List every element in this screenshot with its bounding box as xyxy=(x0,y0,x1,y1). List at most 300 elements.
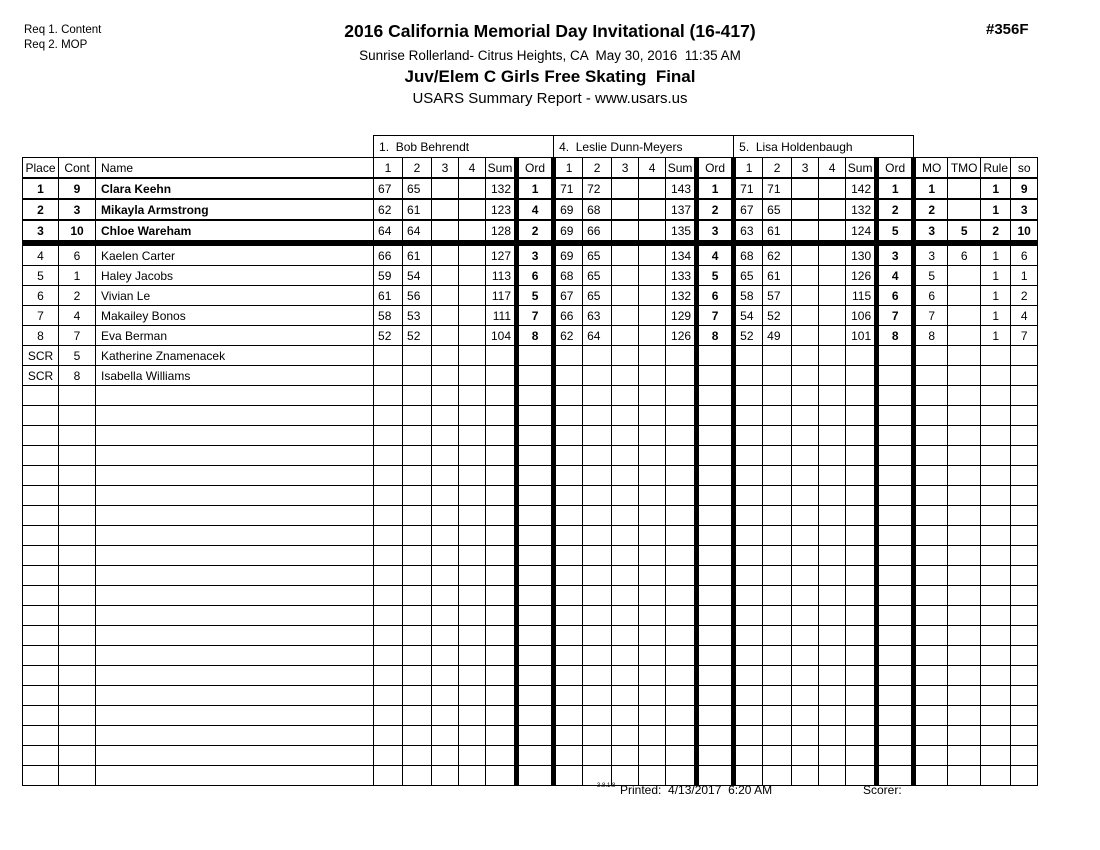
judge-1-score-cell xyxy=(432,486,459,506)
judge-1-ord-cell xyxy=(517,366,554,386)
judge-2-sum-cell xyxy=(666,366,697,386)
judge-3-score-cell xyxy=(734,586,763,606)
judge-1-sum-cell xyxy=(486,446,517,466)
so-cell xyxy=(1011,506,1038,526)
judge-3-score-cell xyxy=(792,726,819,746)
judge-2-ord-cell xyxy=(697,546,734,566)
judge-3-sum-cell xyxy=(846,526,877,546)
judge-1-score-cell xyxy=(459,646,486,666)
judge-1-score-cell xyxy=(459,606,486,626)
judge-2-score-cell xyxy=(639,486,666,506)
judge-2-ord-cell: 3 xyxy=(697,220,734,243)
so-cell: 10 xyxy=(1011,220,1038,243)
judge-3-score-cell xyxy=(734,526,763,546)
place-cell xyxy=(23,566,59,586)
empty-row xyxy=(23,526,1038,546)
rule-cell xyxy=(981,626,1011,646)
judge-3-score-cell xyxy=(819,746,846,766)
judge-2-ord-cell xyxy=(697,386,734,406)
judge-2-score-cell xyxy=(612,726,639,746)
judge-2-score-cell: 69 xyxy=(554,199,583,220)
judge-1-score-cell: 58 xyxy=(374,306,403,326)
judge-1-ord-cell xyxy=(517,746,554,766)
empty-row xyxy=(23,566,1038,586)
place-cell: 4 xyxy=(23,243,59,266)
judge-3-score-cell xyxy=(792,326,819,346)
judge-1-sum-cell xyxy=(486,586,517,606)
judge-2-score-cell: 68 xyxy=(583,199,612,220)
printed-timestamp: Printed: 4/13/2017 6:20 AM xyxy=(620,783,773,797)
judge-3-score-cell xyxy=(792,406,819,426)
judge-2-score-cell: 72 xyxy=(583,178,612,199)
name-cell xyxy=(96,526,374,546)
place-cell xyxy=(23,406,59,426)
judge-2-ord-cell xyxy=(697,446,734,466)
tmo-cell: 6 xyxy=(948,243,981,266)
rule-cell xyxy=(981,466,1011,486)
rule-cell: 1 xyxy=(981,306,1011,326)
place-cell xyxy=(23,466,59,486)
judge-3-sum-cell: 115 xyxy=(846,286,877,306)
name-cell: Eva Berman xyxy=(96,326,374,346)
judge-2-score-cell xyxy=(554,406,583,426)
judge-1-score-cell xyxy=(374,506,403,526)
judge-2-score-cell xyxy=(639,199,666,220)
empty-row xyxy=(23,726,1038,746)
judge-1-score-cell xyxy=(459,243,486,266)
judge-2-ord-cell xyxy=(697,586,734,606)
judge-3-score-cell xyxy=(792,286,819,306)
cont-cell: 5 xyxy=(59,346,96,366)
judge-3-score-cell xyxy=(819,486,846,506)
col-header-j3-1: 1 xyxy=(734,158,763,179)
col-header-j3-3: 3 xyxy=(792,158,819,179)
judge-2-score-cell xyxy=(612,178,639,199)
judge-1-ord-cell xyxy=(517,446,554,466)
judge-3-sum-cell xyxy=(846,346,877,366)
judge-3-score-cell xyxy=(734,466,763,486)
cont-cell: 8 xyxy=(59,366,96,386)
judge-3-score-cell xyxy=(734,546,763,566)
judge-1-score-cell xyxy=(432,286,459,306)
judge-1-ord-cell xyxy=(517,766,554,786)
judge-3-sum-cell: 132 xyxy=(846,199,877,220)
judge-3-score-cell xyxy=(763,506,792,526)
empty-row xyxy=(23,486,1038,506)
judge-2-score-cell xyxy=(612,243,639,266)
judge-3-score-cell: 58 xyxy=(734,286,763,306)
judge-1-score-cell xyxy=(374,346,403,366)
judge-1-ord-cell: 8 xyxy=(517,326,554,346)
judge-3-sum-cell xyxy=(846,406,877,426)
judge-2-score-cell xyxy=(583,566,612,586)
judge-1-score-cell xyxy=(432,426,459,446)
judge-3-score-cell xyxy=(763,566,792,586)
name-cell xyxy=(96,566,374,586)
judge-1-score-cell xyxy=(459,726,486,746)
result-row xyxy=(23,306,1038,326)
judge-3-ord-cell: 2 xyxy=(877,199,914,220)
judge-2-score-cell xyxy=(612,366,639,386)
name-cell: Clara Keehn xyxy=(96,178,374,199)
so-cell xyxy=(1011,746,1038,766)
judge-1-score-cell xyxy=(403,726,432,746)
judge-1-ord-cell: 3 xyxy=(517,243,554,266)
mo-cell xyxy=(914,726,948,746)
so-cell xyxy=(1011,446,1038,466)
rule-cell: 1 xyxy=(981,243,1011,266)
judge-1-ord-cell: 1 xyxy=(517,178,554,199)
so-cell: 2 xyxy=(1011,286,1038,306)
judge-2-sum-cell: 137 xyxy=(666,199,697,220)
judge-1-ord-cell xyxy=(517,586,554,606)
name-cell xyxy=(96,486,374,506)
judge-2-ord-cell xyxy=(697,646,734,666)
judges-row xyxy=(23,136,1038,158)
judge-2-score-cell xyxy=(583,346,612,366)
judge-3-ord-cell xyxy=(877,666,914,686)
rule-cell xyxy=(981,646,1011,666)
judge-3-score-cell xyxy=(819,199,846,220)
judge-2-sum-cell xyxy=(666,686,697,706)
tmo-cell xyxy=(948,766,981,786)
judge-3-score-cell xyxy=(819,626,846,646)
tmo-cell xyxy=(948,306,981,326)
place-cell: 8 xyxy=(23,326,59,346)
judge-1-ord-cell xyxy=(517,506,554,526)
judge-1-sum-cell: 113 xyxy=(486,266,517,286)
cont-cell xyxy=(59,766,96,786)
judge-1-score-cell xyxy=(459,266,486,286)
judge-1-score-cell xyxy=(459,306,486,326)
judge-3-score-cell xyxy=(763,666,792,686)
mo-cell: 1 xyxy=(914,178,948,199)
judge-3-score-cell xyxy=(734,606,763,626)
judge-2-score-cell: 65 xyxy=(583,243,612,266)
judge-3-ord-cell xyxy=(877,526,914,546)
judge-1-score-cell xyxy=(374,726,403,746)
tmo-cell xyxy=(948,486,981,506)
judge-1-score-cell xyxy=(403,566,432,586)
judge-2-score-cell: 62 xyxy=(554,326,583,346)
result-row xyxy=(23,220,1038,243)
judge-3-score-cell xyxy=(792,386,819,406)
judge-1-score-cell: 64 xyxy=(374,220,403,243)
name-cell: Kaelen Carter xyxy=(96,243,374,266)
judge-3-score-cell xyxy=(792,706,819,726)
judge-1-sum-cell xyxy=(486,766,517,786)
judge-1-score-cell xyxy=(459,506,486,526)
judge-3-ord-cell xyxy=(877,386,914,406)
cont-cell: 1 xyxy=(59,266,96,286)
judge-3-score-cell: 61 xyxy=(763,266,792,286)
judge-2-score-cell xyxy=(639,406,666,426)
rule-cell xyxy=(981,406,1011,426)
results-table xyxy=(22,135,1038,786)
judge-1-sum-cell xyxy=(486,346,517,366)
judge-2-score-cell xyxy=(639,446,666,466)
judge-3-score-cell: 68 xyxy=(734,243,763,266)
judge-1-score-cell xyxy=(432,626,459,646)
judge-1-ord-cell xyxy=(517,486,554,506)
judge-2-sum-cell xyxy=(666,386,697,406)
tmo-cell xyxy=(948,346,981,366)
mo-cell xyxy=(914,586,948,606)
sheet-number: #356F xyxy=(986,21,1029,38)
judge-2-score-cell xyxy=(554,426,583,446)
judge-3-ord-cell xyxy=(877,446,914,466)
cont-cell xyxy=(59,666,96,686)
judge-1-score-cell xyxy=(374,426,403,446)
mo-cell xyxy=(914,526,948,546)
col-header-j2-3: 3 xyxy=(612,158,639,179)
judge-3-sum-cell: 130 xyxy=(846,243,877,266)
result-row xyxy=(23,346,1038,366)
place-cell xyxy=(23,486,59,506)
judge-2-score-cell xyxy=(639,626,666,646)
place-cell xyxy=(23,506,59,526)
judge-1-score-cell: 61 xyxy=(403,199,432,220)
judge-2-score-cell xyxy=(639,686,666,706)
judge-1-ord-cell xyxy=(517,426,554,446)
judge-3-ord-cell: 4 xyxy=(877,266,914,286)
judge-1-sum-cell xyxy=(486,386,517,406)
judge-3-sum-cell xyxy=(846,686,877,706)
judge-1-score-cell xyxy=(432,178,459,199)
judge-2-score-cell: 69 xyxy=(554,243,583,266)
judge-1-sum-cell xyxy=(486,646,517,666)
judge-2-score-cell xyxy=(612,346,639,366)
mo-cell xyxy=(914,606,948,626)
judge-3-score-cell xyxy=(819,606,846,626)
empty-row xyxy=(23,606,1038,626)
judge-2-score-cell xyxy=(612,199,639,220)
judge-1-score-cell xyxy=(403,646,432,666)
judge-3-ord-cell xyxy=(877,346,914,366)
judge-3-score-cell xyxy=(819,706,846,726)
judge-2-score-cell xyxy=(583,706,612,726)
judge-1-sum-cell: 117 xyxy=(486,286,517,306)
judge-1-score-cell xyxy=(432,466,459,486)
col-header-rule: Rule xyxy=(981,158,1011,179)
judge-2-sum-cell xyxy=(666,726,697,746)
judge-2-score-cell xyxy=(639,506,666,526)
judge-1-score-cell xyxy=(432,726,459,746)
cont-cell xyxy=(59,566,96,586)
judge-3-score-cell xyxy=(792,546,819,566)
mo-cell: 6 xyxy=(914,286,948,306)
judge-3-score-cell xyxy=(792,426,819,446)
judge-1-score-cell xyxy=(374,466,403,486)
judge-3-ord-cell: 6 xyxy=(877,286,914,306)
judge-2-score-cell xyxy=(639,386,666,406)
judge-3-score-cell xyxy=(819,766,846,786)
place-cell xyxy=(23,766,59,786)
judge-3-score-cell xyxy=(763,366,792,386)
judge-3-score-cell xyxy=(819,326,846,346)
judge-2-score-cell xyxy=(639,726,666,746)
judge-1-score-cell xyxy=(432,326,459,346)
judge-1-score-cell xyxy=(432,666,459,686)
judge-3-sum-cell xyxy=(846,606,877,626)
judge-2-score-cell xyxy=(554,706,583,726)
judge-2-score-cell xyxy=(639,666,666,686)
judge-3-sum-cell xyxy=(846,566,877,586)
place-cell xyxy=(23,646,59,666)
judge-2-score-cell: 64 xyxy=(583,326,612,346)
judge-3-ord-cell: 3 xyxy=(877,243,914,266)
judge-3-score-cell xyxy=(763,526,792,546)
judge-2-sum-cell xyxy=(666,546,697,566)
rule-cell xyxy=(981,446,1011,466)
result-row xyxy=(23,199,1038,220)
judge-1-score-cell xyxy=(459,566,486,586)
tmo-cell xyxy=(948,178,981,199)
tmo-cell xyxy=(948,746,981,766)
judge-3-score-cell xyxy=(819,586,846,606)
judge-2-score-cell: 69 xyxy=(554,220,583,243)
rule-cell xyxy=(981,366,1011,386)
judge-2-ord-cell xyxy=(697,426,734,446)
judge-2-score-cell xyxy=(583,466,612,486)
judge-2-score-cell: 68 xyxy=(554,266,583,286)
col-header-j1-sum: Sum xyxy=(486,158,517,179)
judge-1-sum-cell xyxy=(486,566,517,586)
judge-3-score-cell: 67 xyxy=(734,199,763,220)
judge-3-score-cell xyxy=(792,466,819,486)
judge-2-score-cell xyxy=(612,686,639,706)
judge-1-score-cell xyxy=(432,766,459,786)
judge-3-score-cell xyxy=(734,486,763,506)
judge-1-score-cell xyxy=(374,366,403,386)
judge-1-score-cell xyxy=(374,766,403,786)
judge-3-ord-cell xyxy=(877,506,914,526)
judge-1-score-cell xyxy=(432,566,459,586)
tmo-cell xyxy=(948,626,981,646)
judge-3-score-cell: 57 xyxy=(763,286,792,306)
col-header-so: so xyxy=(1011,158,1038,179)
judge-2-score-cell xyxy=(583,366,612,386)
judge-1-score-cell: 62 xyxy=(374,199,403,220)
rule-cell xyxy=(981,506,1011,526)
judge-1-score-cell xyxy=(459,446,486,466)
judge-2-score-cell xyxy=(612,566,639,586)
judge-1-score-cell: 59 xyxy=(374,266,403,286)
judge-2-score-cell xyxy=(639,566,666,586)
name-cell xyxy=(96,606,374,626)
mo-cell xyxy=(914,666,948,686)
judge-3-score-cell xyxy=(792,766,819,786)
judge-2-score-cell xyxy=(554,766,583,786)
judge-2-sum-cell xyxy=(666,486,697,506)
judge-2-score-cell xyxy=(612,386,639,406)
name-cell xyxy=(96,706,374,726)
cont-cell: 9 xyxy=(59,178,96,199)
judge-2-score-cell xyxy=(612,646,639,666)
judge-1-score-cell xyxy=(432,386,459,406)
judge-3-score-cell xyxy=(734,706,763,726)
judge-3-score-cell: 62 xyxy=(763,243,792,266)
judge-2-score-cell xyxy=(583,726,612,746)
judge-3-sum-cell xyxy=(846,726,877,746)
judge-3-ord-cell: 5 xyxy=(877,220,914,243)
judge-2-score-cell xyxy=(612,706,639,726)
rule-cell: 1 xyxy=(981,326,1011,346)
judge-2-score-cell xyxy=(554,686,583,706)
name-cell: Vivian Le xyxy=(96,286,374,306)
judge-2-score-cell xyxy=(612,466,639,486)
judge-3-score-cell xyxy=(819,666,846,686)
judge-2-score-cell xyxy=(639,220,666,243)
rule-cell: 1 xyxy=(981,199,1011,220)
judge-3-score-cell xyxy=(819,646,846,666)
place-cell xyxy=(23,546,59,566)
judge-2-ord-cell xyxy=(697,486,734,506)
tmo-cell xyxy=(948,546,981,566)
judge-1-score-cell xyxy=(432,706,459,726)
so-cell xyxy=(1011,586,1038,606)
judge-1-ord-cell xyxy=(517,606,554,626)
so-cell xyxy=(1011,766,1038,786)
name-cell: Chloe Wareham xyxy=(96,220,374,243)
place-cell xyxy=(23,586,59,606)
rule-cell xyxy=(981,606,1011,626)
judge-2-ord-cell: 8 xyxy=(697,326,734,346)
col-header-cont: Cont xyxy=(59,158,96,179)
so-cell xyxy=(1011,466,1038,486)
judge-2-sum-cell xyxy=(666,346,697,366)
judge-2-score-cell xyxy=(612,526,639,546)
judge-2-score-cell xyxy=(639,178,666,199)
name-cell xyxy=(96,406,374,426)
judge-1-sum-cell xyxy=(486,526,517,546)
place-cell: 3 xyxy=(23,220,59,243)
judge-1-score-cell xyxy=(432,406,459,426)
mo-cell: 8 xyxy=(914,326,948,346)
judge-1-score-cell xyxy=(432,220,459,243)
so-cell xyxy=(1011,606,1038,626)
name-cell xyxy=(96,666,374,686)
empty-row xyxy=(23,426,1038,446)
judge-3-sum-cell xyxy=(846,426,877,446)
judge-1-score-cell xyxy=(432,686,459,706)
judge-3-score-cell xyxy=(819,366,846,386)
scorer-label: Scorer: xyxy=(863,783,902,797)
judge-1-score-cell xyxy=(403,366,432,386)
judge-1-score-cell xyxy=(432,266,459,286)
judge-2-score-cell xyxy=(612,746,639,766)
judge-3-header: 5. Lisa Holdenbaugh xyxy=(734,136,914,158)
cont-cell xyxy=(59,726,96,746)
place-cell xyxy=(23,686,59,706)
judge-3-ord-cell: 1 xyxy=(877,178,914,199)
rule-cell xyxy=(981,706,1011,726)
so-cell xyxy=(1011,386,1038,406)
so-cell xyxy=(1011,406,1038,426)
judge-3-sum-cell xyxy=(846,466,877,486)
judge-3-score-cell xyxy=(792,586,819,606)
judge-1-score-cell xyxy=(403,706,432,726)
judge-1-score-cell xyxy=(459,766,486,786)
judge-2-sum-cell xyxy=(666,506,697,526)
judge-3-score-cell xyxy=(734,746,763,766)
judge-1-ord-cell xyxy=(517,346,554,366)
result-row xyxy=(23,326,1038,346)
judge-3-sum-cell: 126 xyxy=(846,266,877,286)
judge-1-sum-cell: 104 xyxy=(486,326,517,346)
judge-3-score-cell xyxy=(763,746,792,766)
judge-2-score-cell xyxy=(554,546,583,566)
